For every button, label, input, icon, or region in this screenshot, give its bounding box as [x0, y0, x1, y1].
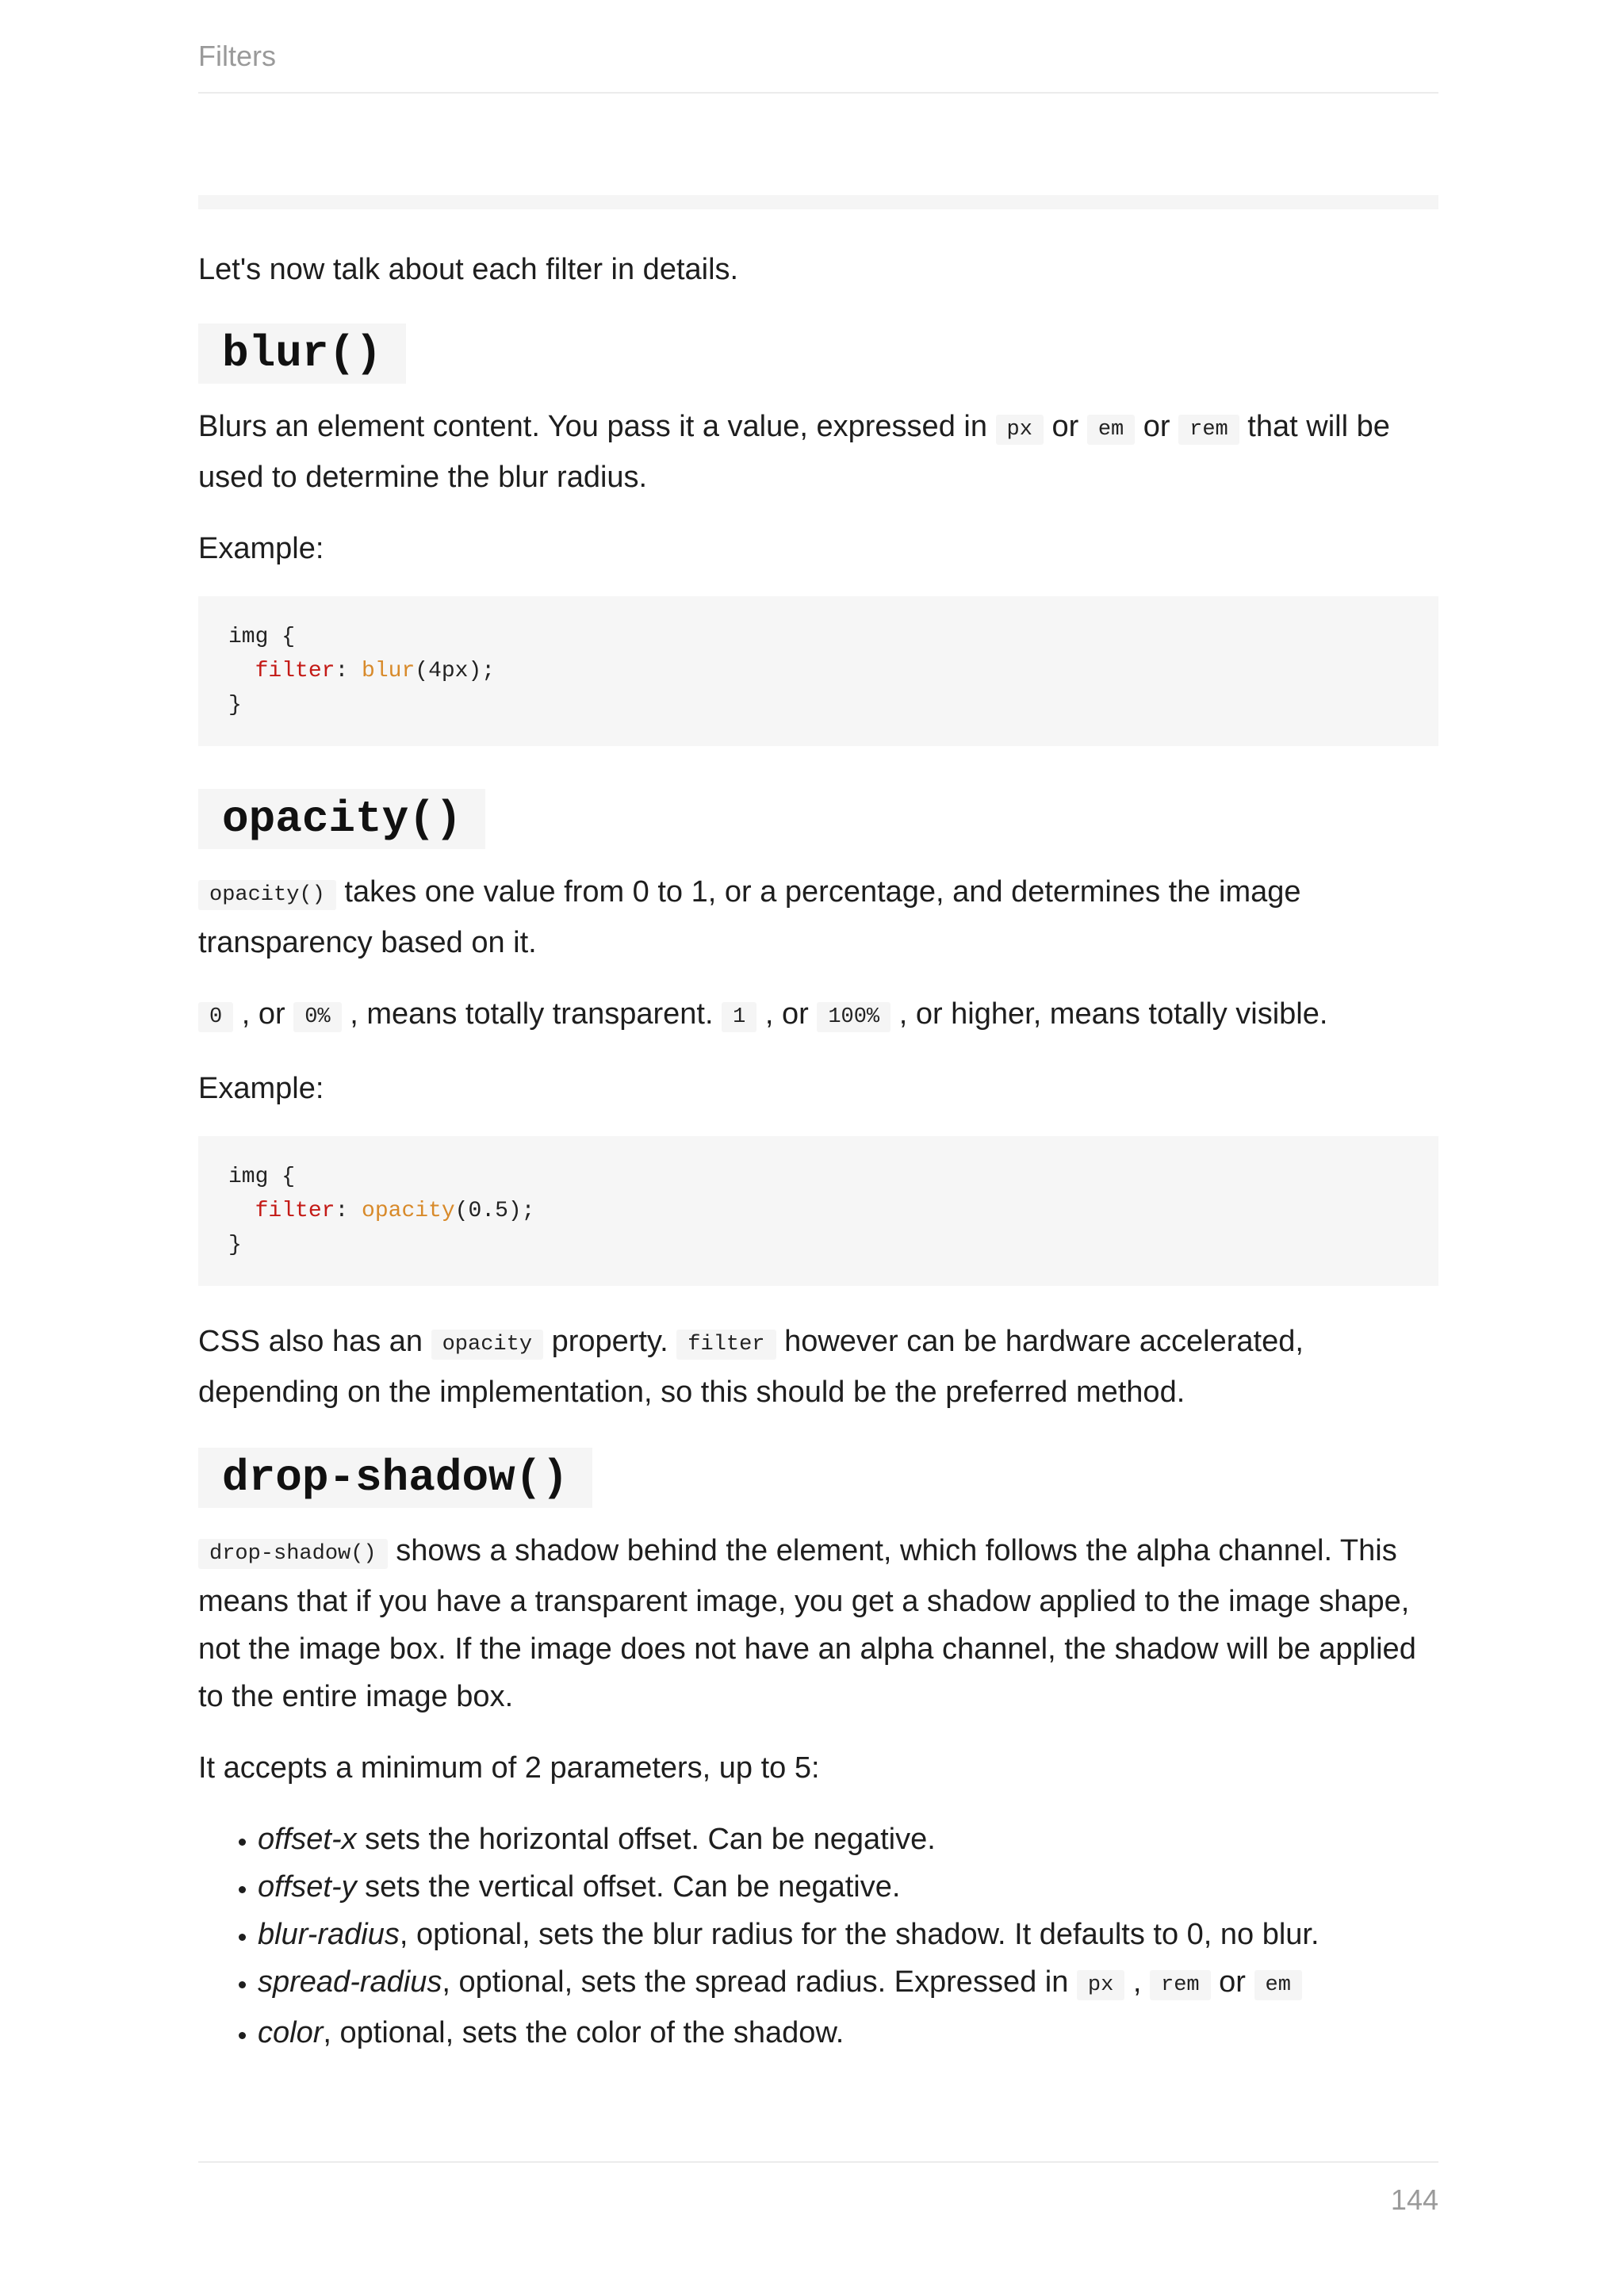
footer-divider — [198, 2161, 1438, 2163]
opacity-note: CSS also has an opacity property. filter however can be hardware accelerated, depending on the implementation, so this should be the preferred method. — [198, 1325, 1304, 1409]
header-divider — [198, 92, 1438, 94]
code-line: img { — [228, 1165, 296, 1189]
code-filter: filter — [676, 1330, 776, 1360]
code-zero-percent: 0% — [293, 1002, 341, 1032]
code-line: } — [228, 1233, 242, 1257]
page-number: 144 — [1390, 2183, 1438, 2216]
blur-example-label: Example: — [198, 532, 324, 565]
running-title: Filters — [198, 40, 276, 72]
code-px: px — [996, 415, 1044, 445]
intro-paragraph: Let's now talk about each filter in details. — [198, 253, 739, 286]
opacity-description — [198, 868, 1438, 966]
code-property: filter — [255, 1199, 335, 1223]
code-hundred-percent: 100% — [817, 1002, 891, 1032]
blur-text-a: Blurs an element content. You pass it a value, expressed in — [198, 410, 996, 443]
opacity-example-label: Example: — [198, 1072, 324, 1105]
code-rem: rem — [1178, 415, 1239, 445]
list-item: • offset-y sets the vertical offset. Can be negative. — [258, 1863, 1438, 1911]
code-em: em — [1087, 415, 1135, 445]
main-content — [198, 246, 1438, 2057]
list-item: • offset-x sets the horizontal offset. Can be negative. — [258, 1816, 1438, 1863]
opacity-text: takes one value from 0 to 1, or a percentage, and determines the image transparency based on it. — [198, 875, 1301, 959]
code-opacity-prop: opacity — [431, 1330, 543, 1360]
list-item: • color, optional, sets the color of the shadow. — [258, 2009, 1438, 2057]
blur-code-block: img { filter: blur(4px); } — [198, 596, 1438, 746]
drop-shadow-description: drop-shadow() shows a shadow behind the element, which follows the alpha channel. This means that if you have a transparent image, you get a shadow applied to the image shape, not the image box. If the image does not have an alpha channel, the shadow will be applied to the entire image box. — [198, 1534, 1416, 1713]
code-line: img { — [228, 625, 296, 649]
code-function: opacity — [362, 1199, 455, 1223]
code-one: 1 — [722, 1002, 756, 1032]
drop-shadow-heading: drop-shadow() — [198, 1448, 592, 1508]
opacity-code-block: img { filter: opacity(0.5); } — [198, 1136, 1438, 1286]
opacity-values: 0 , or 0% , means totally transparent. 1 , or 100% , or higher, means totally visible. — [198, 990, 1438, 1041]
code-zero: 0 — [198, 1002, 233, 1032]
code-property: filter — [255, 659, 335, 683]
list-item: • blur-radius, optional, sets the blur radius for the shadow. It defaults to 0, no blur. — [258, 1911, 1438, 1958]
code-args: (0.5); — [454, 1199, 535, 1223]
top-code-band — [198, 195, 1438, 209]
blur-text-b: that will be used to determine the blur radius. — [198, 410, 1390, 494]
parameter-list — [198, 1816, 1438, 2057]
blur-heading: blur() — [198, 323, 406, 384]
code-opacity-fn: opacity() — [198, 880, 336, 910]
blur-or-2: or — [1135, 410, 1179, 443]
code-px: px — [1077, 1970, 1124, 2000]
code-args: (4px); — [415, 659, 496, 683]
list-item: • spread-radius, optional, sets the spread radius. Expressed in px , rem or em — [258, 1958, 1438, 2009]
code-rem: rem — [1150, 1970, 1211, 2000]
opacity-heading: opacity() — [198, 789, 485, 849]
code-drop-shadow-fn: drop-shadow() — [198, 1539, 388, 1569]
blur-or-1: or — [1043, 410, 1087, 443]
drop-shadow-params-intro: It accepts a minimum of 2 parameters, up to 5: — [198, 1751, 820, 1785]
blur-description — [198, 403, 1438, 501]
code-function: blur — [362, 659, 416, 683]
code-em: em — [1254, 1970, 1302, 2000]
code-line: } — [228, 693, 242, 718]
